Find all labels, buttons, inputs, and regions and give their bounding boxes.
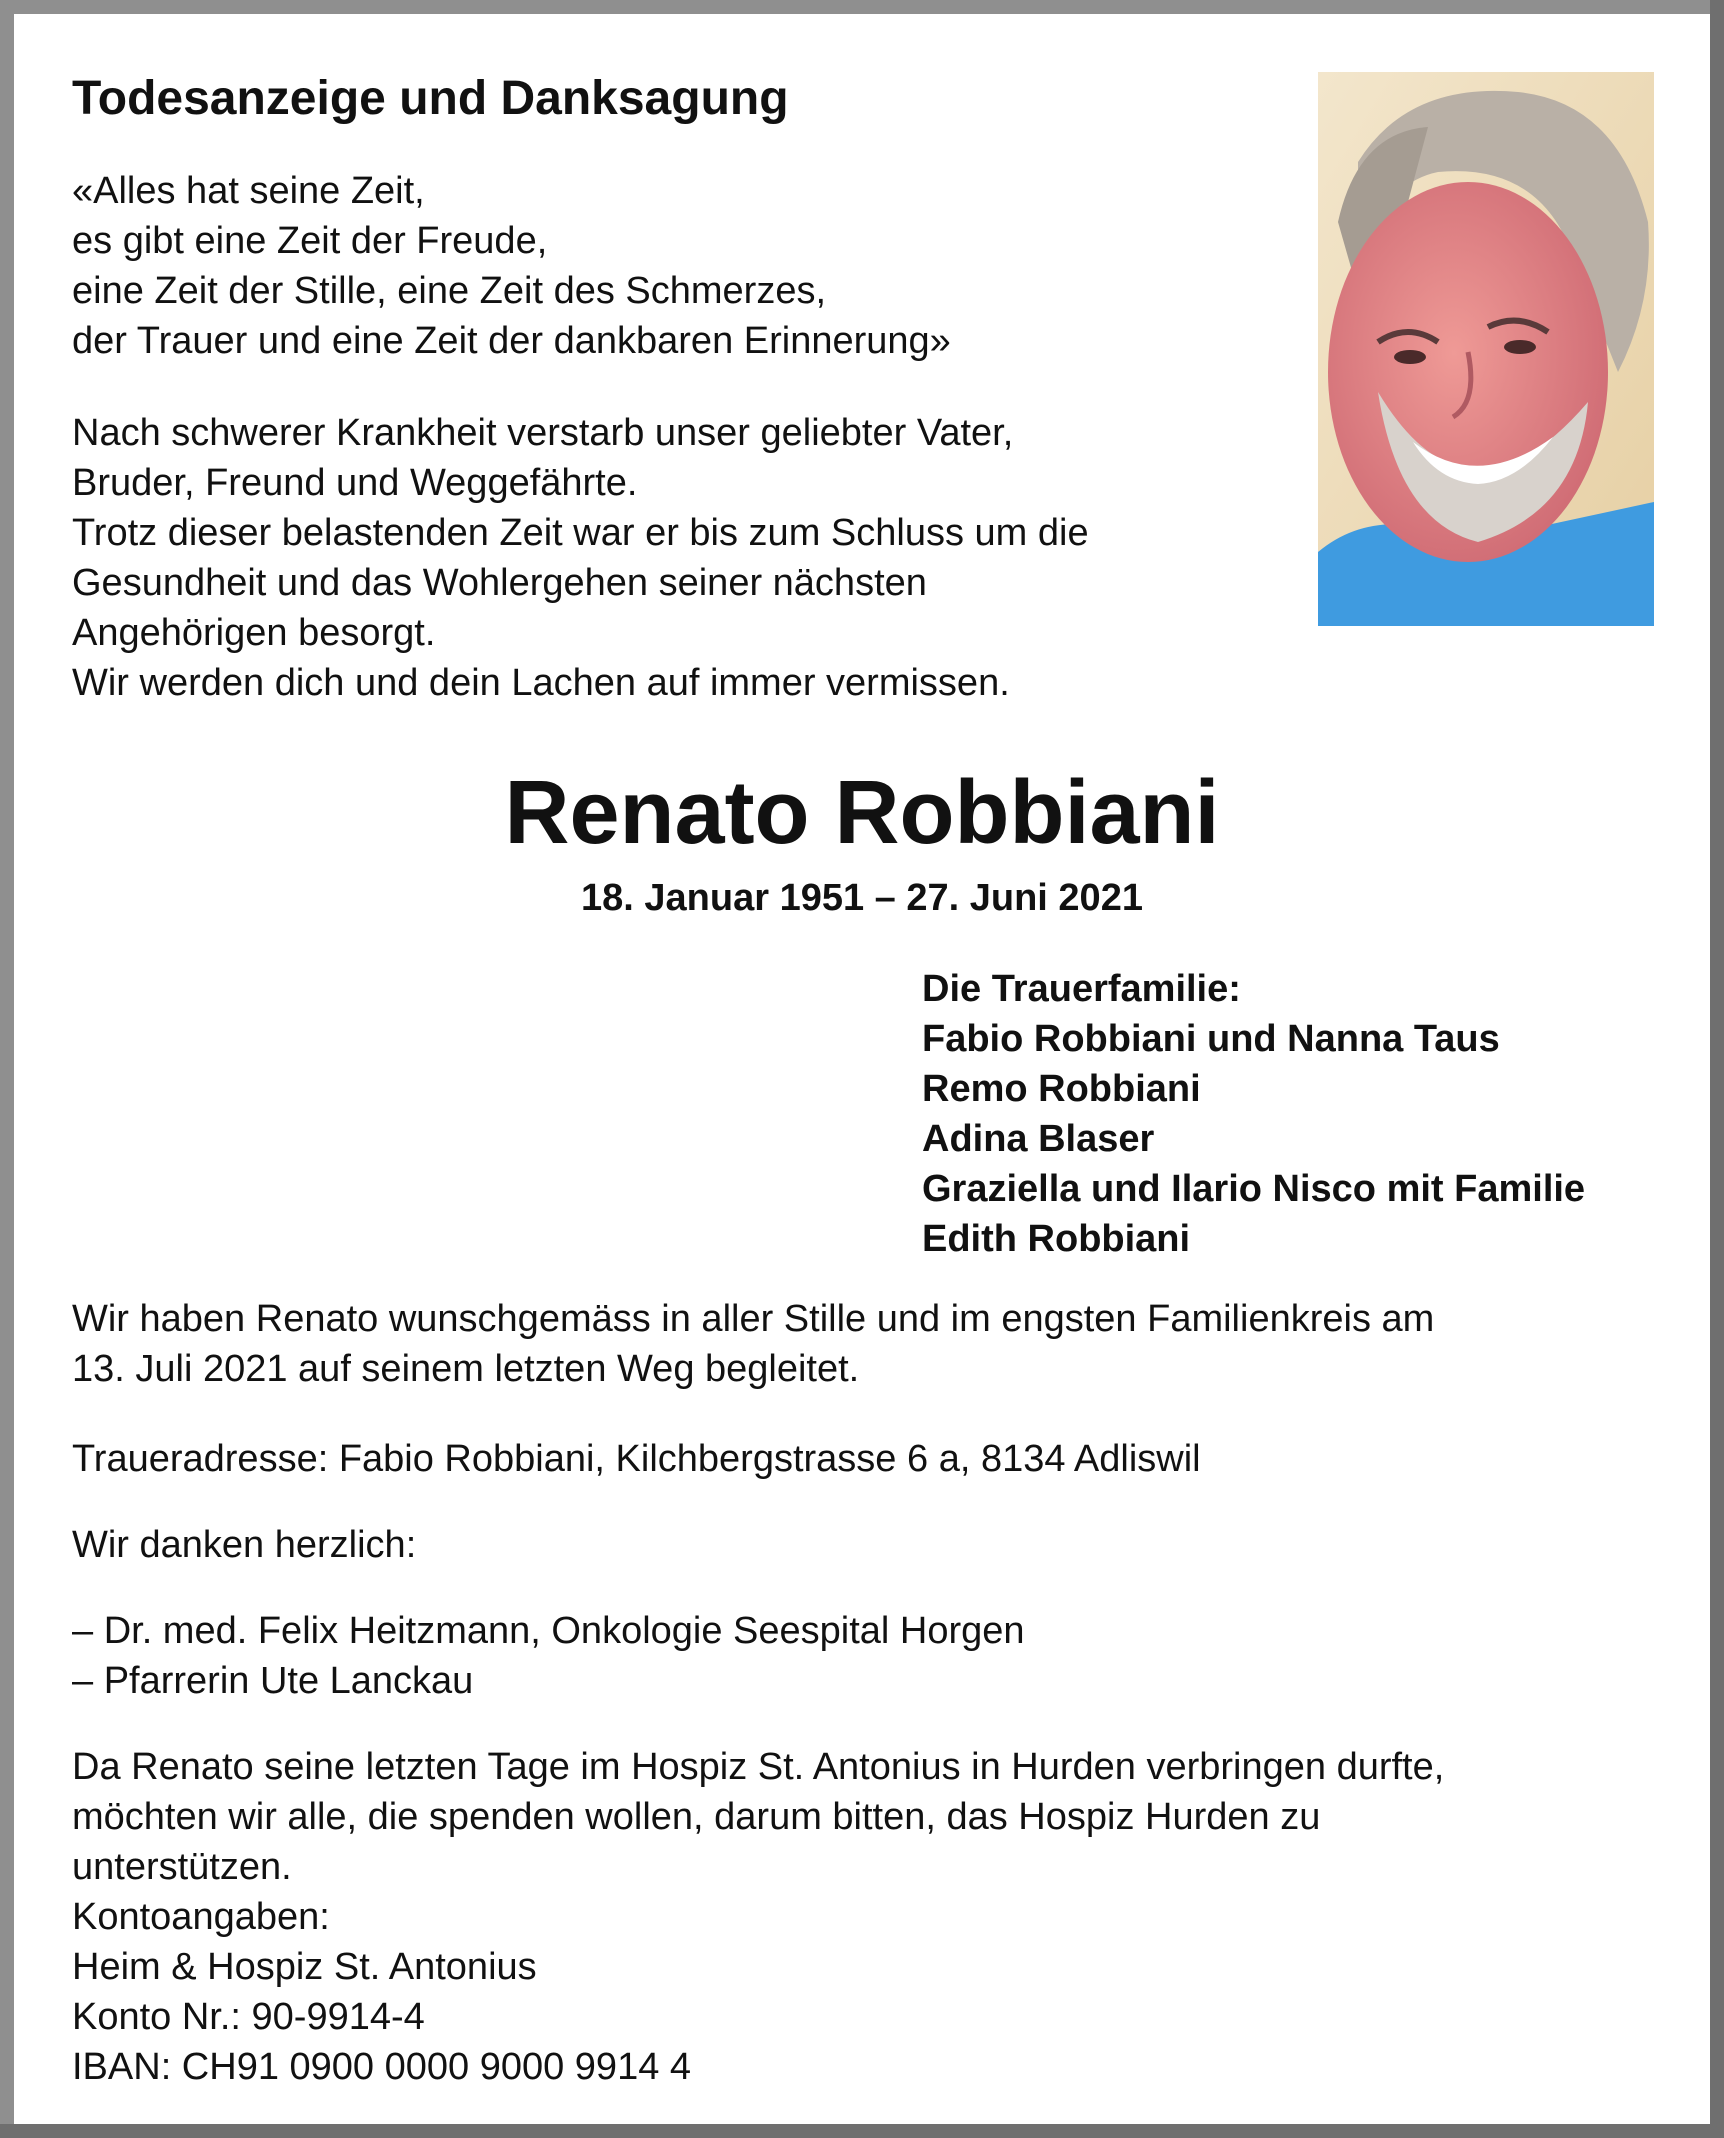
quote-line: der Trauer und eine Zeit der dankbaren Erinnerung» xyxy=(72,320,951,362)
family-member: Edith Robbiani xyxy=(922,1218,1191,1260)
donation-line: möchten wir alle, die spenden wollen, darum bitten, das Hospiz Hurden zu xyxy=(72,1796,1321,1838)
thanks-list xyxy=(72,1606,1025,1706)
deceased-name: Renato Robbiani xyxy=(504,763,1220,863)
intro-line: Gesundheit und das Wohlergehen seiner nächsten xyxy=(72,562,927,604)
quote-block xyxy=(72,166,951,366)
iban: IBAN: CH91 0900 0000 9000 9914 4 xyxy=(72,2046,692,2088)
intro-line: Angehörigen besorgt. xyxy=(72,612,436,654)
thanks-intro xyxy=(72,1520,416,1570)
donation-line: Da Renato seine letzten Tage im Hospiz St. Antonius in Hurden verbringen durfte, xyxy=(72,1746,1445,1788)
obituary-notice xyxy=(14,14,1710,2124)
address-line: Traueradresse: Fabio Robbiani, Kilchbergstrasse 6 a, 8134 Adliswil xyxy=(72,1438,1201,1480)
mourning-address xyxy=(72,1434,1201,1484)
intro-line: Trotz dieser belastenden Zeit war er bis zum Schluss um die xyxy=(72,512,1089,554)
account-number: Konto Nr.: 90-9914-4 xyxy=(72,1996,425,2038)
thanks-line: Wir danken herzlich: xyxy=(72,1524,417,1566)
family-member: Graziella und Ilario Nisco mit Familie xyxy=(922,1168,1586,1210)
donation-paragraph xyxy=(72,1742,1444,2092)
quote-line: eine Zeit der Stille, eine Zeit des Schmerzes, xyxy=(72,270,827,312)
thanks-item: – Dr. med. Felix Heitzmann, Onkologie Seespital Horgen xyxy=(72,1610,1025,1652)
family-member: Adina Blaser xyxy=(922,1118,1155,1160)
account-label: Kontoangaben: xyxy=(72,1896,330,1938)
frame-shadow-right xyxy=(1710,0,1724,2138)
frame-shadow-bottom xyxy=(0,2124,1724,2138)
life-dates: 18. Januar 1951 – 27. Juni 2021 xyxy=(581,877,1143,919)
intro-line: Bruder, Freund und Weggefährte. xyxy=(72,462,638,504)
portrait-photo xyxy=(1318,72,1654,626)
quote-line: «Alles hat seine Zeit, xyxy=(72,170,425,212)
donation-line: unterstützen. xyxy=(72,1846,292,1888)
account-holder: Heim & Hospiz St. Antonius xyxy=(72,1946,537,1988)
burial-paragraph xyxy=(72,1294,1434,1394)
family-label: Die Trauerfamilie: xyxy=(922,968,1241,1010)
intro-line: Wir werden dich und dein Lachen auf immer vermissen. xyxy=(72,662,1010,704)
notice-heading: Todesanzeige und Danksagung xyxy=(72,72,789,125)
family-member: Remo Robbiani xyxy=(922,1068,1201,1110)
quote-line: es gibt eine Zeit der Freude, xyxy=(72,220,548,262)
family-member: Fabio Robbiani und Nanna Taus xyxy=(922,1018,1500,1060)
intro-paragraph xyxy=(72,408,1089,708)
mourning-family xyxy=(922,964,1585,1264)
burial-line: Wir haben Renato wunschgemäss in aller Stille und im engsten Familienkreis am xyxy=(72,1298,1435,1340)
thanks-item: – Pfarrerin Ute Lanckau xyxy=(72,1660,474,1702)
portrait-illustration xyxy=(1318,72,1654,626)
burial-line: 13. Juli 2021 auf seinem letzten Weg begleitet. xyxy=(72,1348,860,1390)
intro-line: Nach schwerer Krankheit verstarb unser geliebter Vater, xyxy=(72,412,1014,454)
